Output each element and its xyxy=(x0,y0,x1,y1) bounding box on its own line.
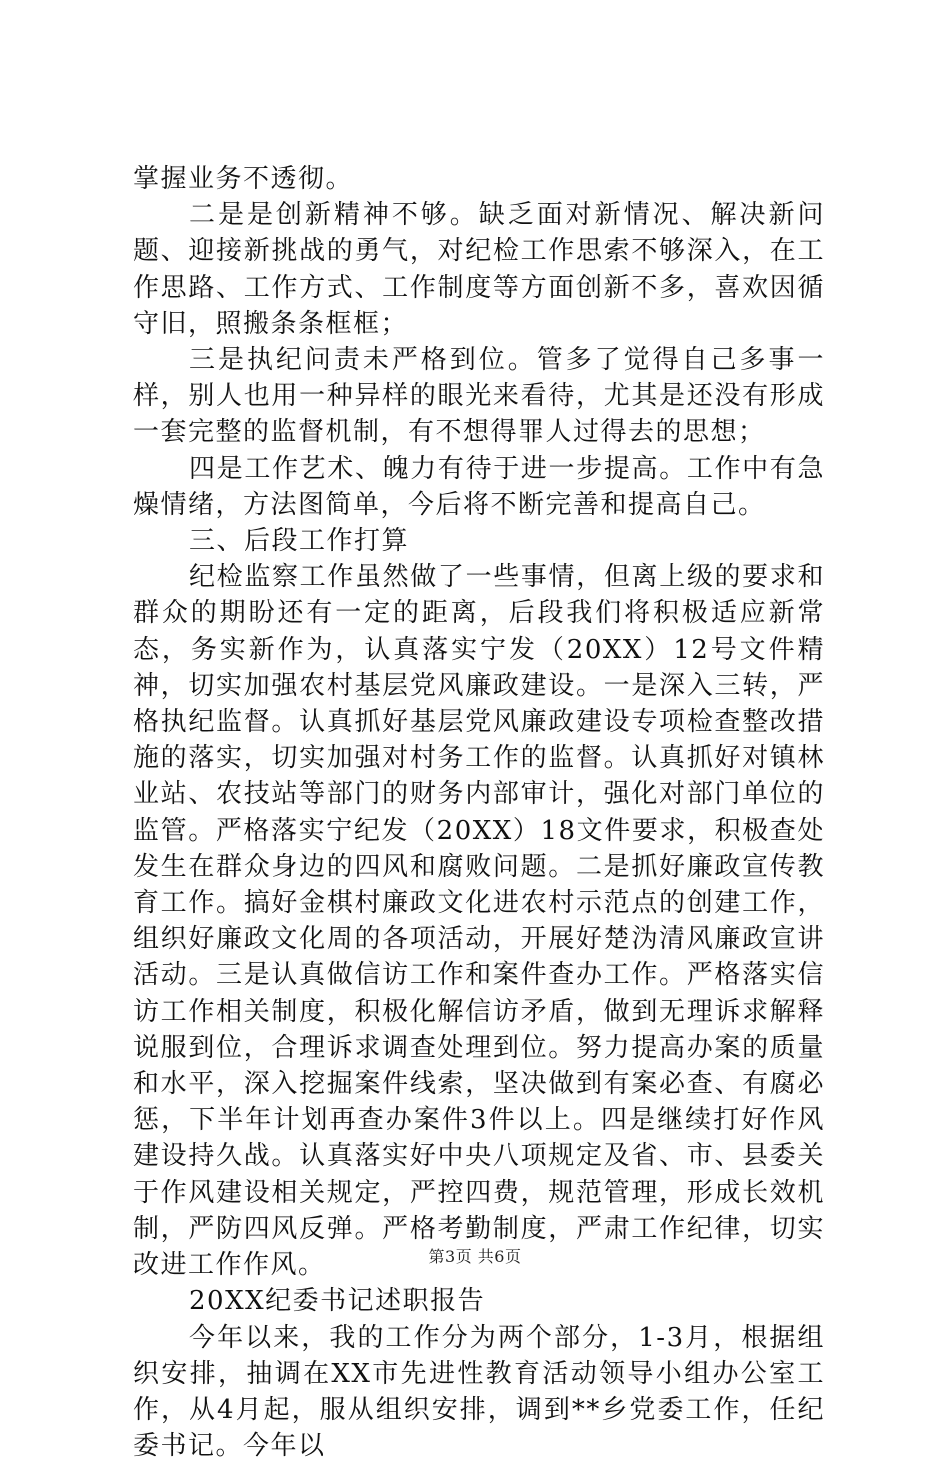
paragraph-6: 今年以来，我的工作分为两个部分，1-3月，根据组织安排，抽调在XX市先进性教育活动领导小组办公室工作，从4月起，服从组织安排，调到**乡党委工作，任纪委书记。今年以 xyxy=(133,1320,825,1464)
paragraph-5: 纪检监察工作虽然做了一些事情，但离上级的要求和群众的期盼还有一定的距离，后段我们将积极适应新常态，务实新作为，认真落实宁发（20XX）12号文件精神，切实加强农村基层党风廉政建设。一是深入三转，严格执纪监督。认真抓好基层党风廉政建设专项检查整改措施的落实，切实加强对村务工作的监督。认真抓好对镇林业站、农技站等部门的财务内部审计，强化对部门单位的监管。严格落实宁纪发（20XX）18文件要求，积极查处发生在群众身边的四风和腐败问题。二是抓好廉政宣传教育工作。搞好金棋村廉政文化进农村示范点的创建工作，组织好廉政文化周的各项活动，开展好楚沩清风廉政宣讲活动。三是认真做信访工作和案件查办工作。严格落实信访工作相关制度，积极化解信访矛盾，做到无理诉求解释说服到位，合理诉求调查处理到位。努力提高办案的质量和水平，深入挖掘案件线索，坚决做到有案必查、有腐必惩，下半年计划再查办案件3件以上。四是继续打好作风建设持久战。认真落实好中央八项规定及省、市、县委关于作风建设相关规定，严控四费，规范管理，形成长效机制，严防四风反弹。严格考勤制度，严肃工作纪律，切实改进工作作风。 xyxy=(133,559,825,1283)
paragraph-3: 三是执纪问责未严格到位。管多了觉得自己多事一样，别人也用一种异样的眼光来看待，尤其是还没有形成一套完整的监督机制，有不想得罪人过得去的思想； xyxy=(133,342,825,451)
paragraph-1: 掌握业务不透彻。 xyxy=(133,161,825,197)
document-body xyxy=(133,161,825,1464)
section-heading: 三、后段工作打算 xyxy=(133,523,825,559)
page-number-footer: 第3页 共6页 xyxy=(0,1244,950,1267)
paragraph-2: 二是是创新精神不够。缺乏面对新情况、解决新问题、迎接新挑战的勇气，对纪检工作思索不够深入，在工作思路、工作方式、工作制度等方面创新不多，喜欢因循守旧，照搬条条框框； xyxy=(133,197,825,342)
report-title: 20XX纪委书记述职报告 xyxy=(133,1283,825,1319)
paragraph-4: 四是工作艺术、魄力有待于进一步提高。工作中有急燥情绪，方法图简单，今后将不断完善和提高自己。 xyxy=(133,451,825,523)
